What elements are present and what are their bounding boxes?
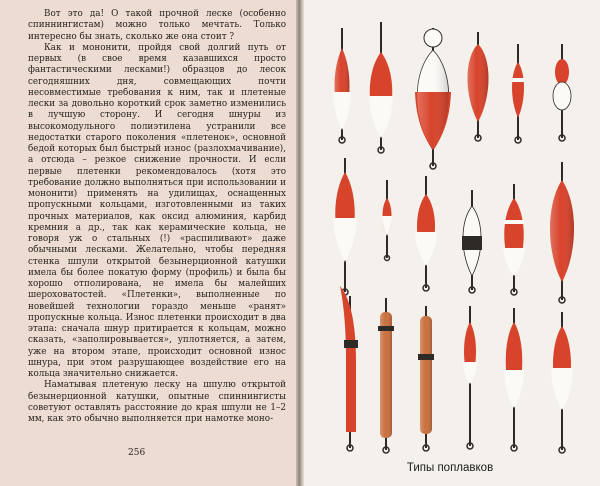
figure-caption: Типы поплавков <box>406 462 494 474</box>
float-r2-4 <box>462 190 482 293</box>
float-r2-3 <box>415 176 437 291</box>
float-r3-4 <box>463 306 477 449</box>
page-number: 256 <box>128 448 146 458</box>
float-r1-2 <box>369 22 393 153</box>
float-r3-1 <box>340 286 358 451</box>
paragraph-1: Вот это да! О такой прочной леске (особенно спиннингистам) можно только мечтать. Только интересно бы знать, сколько же она стоит ? <box>28 9 286 42</box>
float-r2-1 <box>333 158 357 295</box>
float-r1-5 <box>512 44 524 143</box>
book-gutter <box>296 0 304 486</box>
float-r3-3 <box>418 306 434 451</box>
fishing-floats-illustration <box>300 0 600 486</box>
float-r2-2 <box>382 180 392 261</box>
float-r3-6 <box>551 312 573 453</box>
paragraph-2: Как и мононити, пройдя свой долгий путь от первых (в свое время казавшихся просто фантастическими лесками!) образцов до лесок сегодняшних дня, совмещающих почти несовместимые требования к ним, так и плетеные лески за довольно короткий срок заметно изменились в лучшую сторону. И сегодня шнуры из высокомодульного полиэтилена устранили все недостатки старого поколения «плетенок», основной бедой которых был быстрый износ (разлохмачивание), а отсюда – резкое снижение прочности. И если первые плетенки рекомендовалось (хотя это требование должно выполняться при использовании и мононити) применять на удилищах, оснащенных пропускными кольцами, изготовленными из таких прочных материалов, как оксид алюминия, карбид кремния а др., так как керамические кольца, не говоря уж о стальных (!) «распиливают» даже обычными лесками. Желательно, чтобы передняя стенка шпули открытой безынерционной катушки имела бы более покатую форму (профиль) и была бы хорошо отполирована, не имела бы малейших шероховатостей. «Плетенки», выполненные по новейшей технологии гораздо меньше «ранят» пропускные кольца. Износ плетенки происходит в два этапа: сначала шнур притирается к кольцам, можно сказать, «заполировывается», уплотняется, а затем, уже на втором этапе, происходит основной износ шнура, при этом разрушающее воздействие его на кольца значительно снижается. <box>28 42 286 379</box>
float-r2-5 <box>503 184 525 295</box>
float-r1-3 <box>415 28 451 169</box>
float-r3-2 <box>378 298 394 453</box>
float-r3-5 <box>504 308 524 451</box>
float-r2-6 <box>550 162 574 303</box>
paragraph-3: Наматывая плетеную леску на шпулю открытой безынерционной катушки, опытные спиннингисты советуют оставлять расстояние до края шпули не 1–2 мм, как это обычно выполняется при намотке моно- <box>28 380 286 424</box>
text-column <box>28 9 286 425</box>
float-r1-1 <box>333 28 351 143</box>
float-r1-4 <box>468 32 489 141</box>
float-r1-6 <box>553 44 571 141</box>
